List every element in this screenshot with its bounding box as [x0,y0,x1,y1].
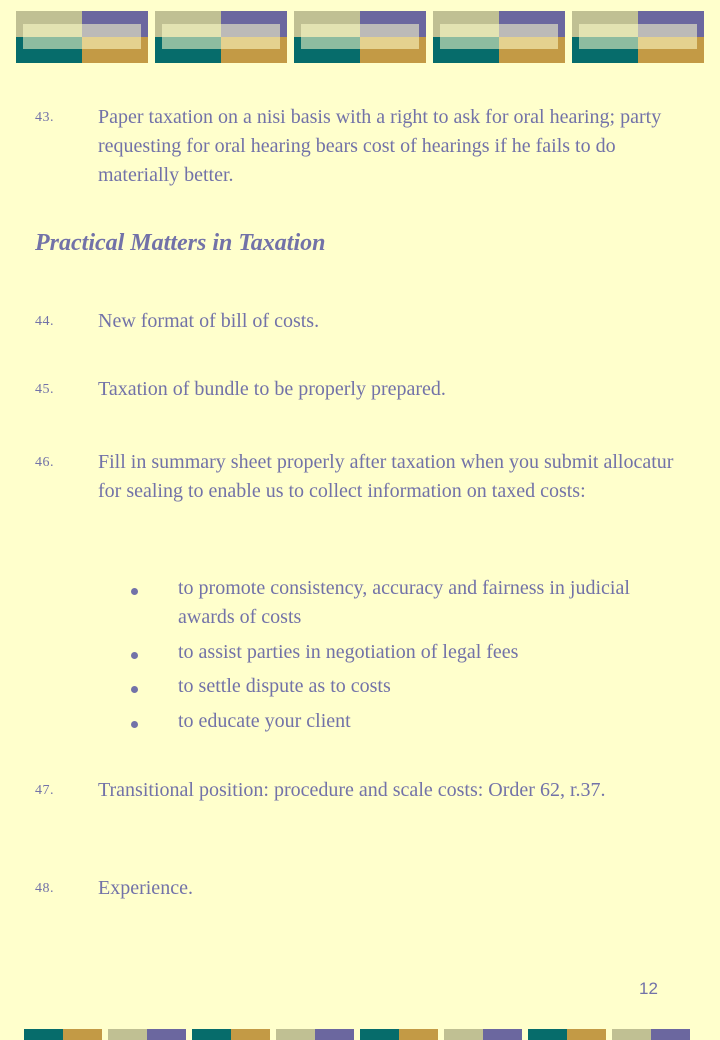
item-text: Transitional position: procedure and scale costs: Order 62, r.37. [98,779,606,801]
banner-tile [572,11,704,63]
item-number: 45. [35,382,54,397]
bullet-dot-icon [131,652,138,659]
banner-tile [155,11,287,63]
bullet-text: to assist parties in negotiation of legal fees [178,641,519,663]
item-number: 47. [35,783,54,798]
item-text: Paper taxation on a nisi basis with a right to ask for oral hearing; party requesting for oral hearing bears cost of hearings if he fails to do materially better. [98,106,662,186]
section-heading: Practical Matters in Taxation [35,230,326,256]
item-text: Taxation of bundle to be properly prepared. [98,378,446,400]
bullet-text: to settle dispute as to costs [178,675,391,697]
banner-tile [16,11,148,63]
banner-tile [294,11,426,63]
header-banner [16,11,704,63]
item-number: 48. [35,881,54,896]
bullet-dot-icon [131,686,138,693]
item-number: 43. [35,110,54,125]
item-number: 46. [35,455,54,470]
item-text: Fill in summary sheet properly after taxation when you submit allocatur for sealing to enable us to collect information on taxed costs: [98,451,674,502]
banner-tile [433,11,565,63]
bullet-text: to promote consistency, accuracy and fairness in judicial awards of costs [178,577,630,628]
item-text: New format of bill of costs. [98,310,320,332]
item-text: Experience. [98,877,193,899]
item-number: 44. [35,314,54,329]
bullet-dot-icon [131,721,138,728]
bullet-text: to educate your client [178,710,351,732]
bullet-dot-icon [131,588,138,595]
page-number: 12 [639,979,658,998]
footer-strip [24,1029,690,1040]
